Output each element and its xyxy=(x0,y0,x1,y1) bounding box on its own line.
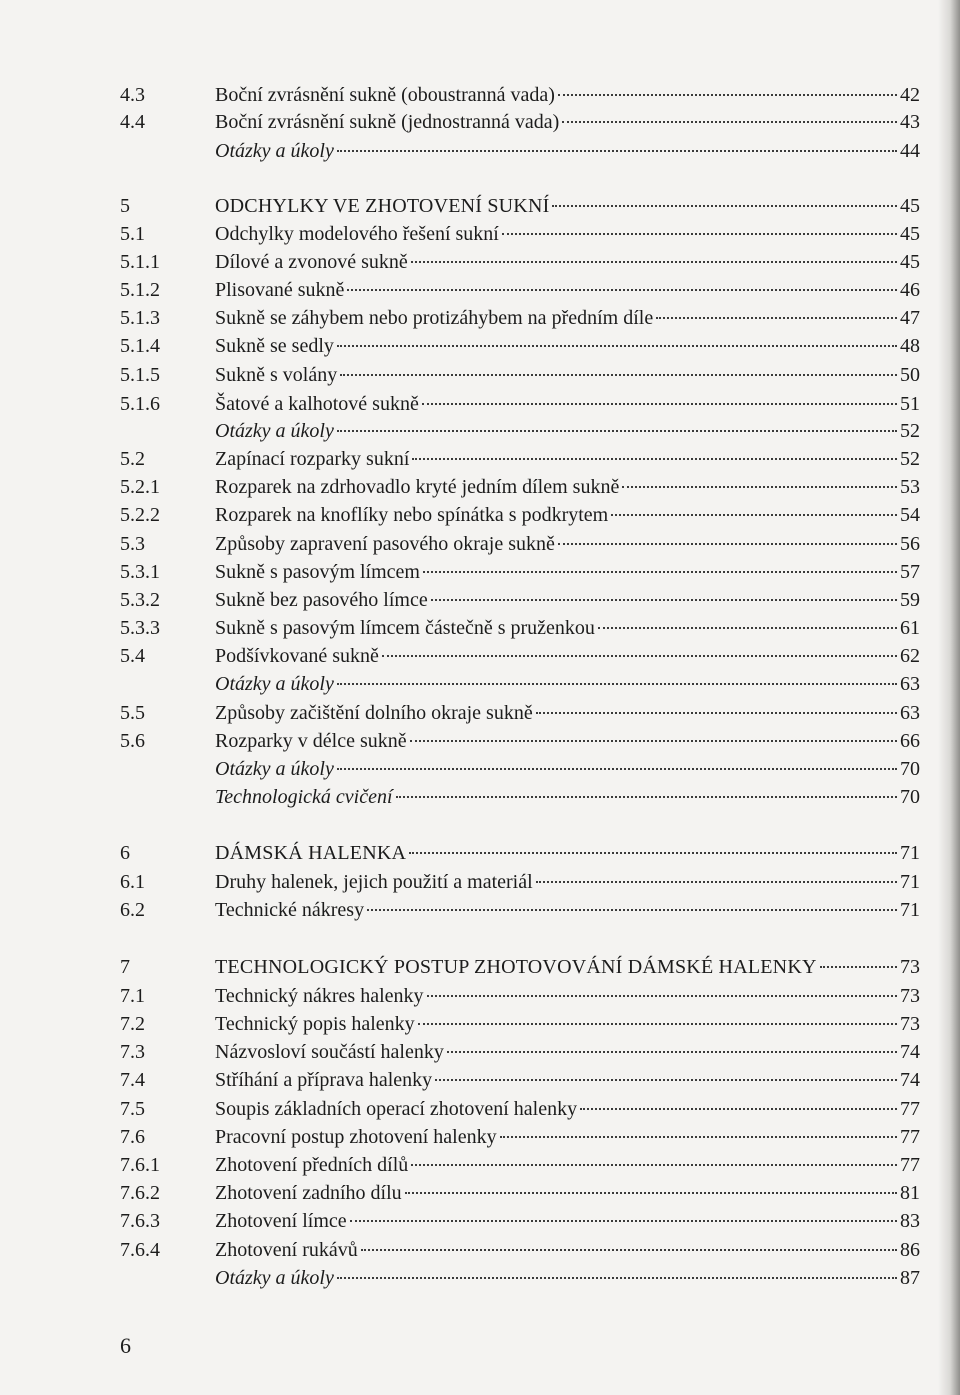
entry-page-number: 52 xyxy=(900,448,920,470)
entry-page-number: 51 xyxy=(900,393,920,415)
toc-entry xyxy=(0,220,960,248)
toc-entry xyxy=(0,1264,960,1292)
entry-line xyxy=(215,473,920,501)
entry-title: Rozparky v délce sukně xyxy=(215,730,407,752)
dot-leader xyxy=(558,543,897,545)
entry-page-number: 73 xyxy=(900,985,920,1007)
entry-title: Zhotovení předních dílů xyxy=(215,1154,409,1176)
toc-entry xyxy=(0,670,960,698)
section-number: 7.6.2 xyxy=(120,1182,160,1204)
toc-entry xyxy=(0,868,960,896)
dot-leader xyxy=(412,458,897,460)
dot-leader xyxy=(622,486,897,488)
section-number: 7 xyxy=(120,956,130,978)
section-number: 7.4 xyxy=(120,1069,145,1091)
dot-leader xyxy=(411,1164,897,1166)
toc-entry xyxy=(0,1010,960,1038)
entry-page-number: 43 xyxy=(900,111,920,133)
section-number: 5.1.6 xyxy=(120,393,160,415)
entry-line xyxy=(215,417,920,445)
entry-page-number: 45 xyxy=(900,223,920,245)
section-number: 5.1.3 xyxy=(120,307,160,329)
toc-entry xyxy=(0,1095,960,1123)
toc-entry xyxy=(0,304,960,332)
section-number: 5.1.2 xyxy=(120,279,160,301)
dot-leader xyxy=(337,430,897,432)
entry-title: Technické nákresy xyxy=(215,899,365,921)
dot-leader xyxy=(427,995,897,997)
entry-page-number: 73 xyxy=(900,956,920,978)
toc-entry xyxy=(0,642,960,670)
dot-leader xyxy=(580,1108,897,1110)
toc-entry xyxy=(0,953,960,981)
entry-line xyxy=(215,81,920,109)
section-number: 5.3.1 xyxy=(120,561,160,583)
section-number: 5.3.3 xyxy=(120,617,160,639)
entry-title: Otázky a úkoly xyxy=(215,673,334,695)
entry-title: ODCHYLKY VE ZHOTOVENÍ SUKNÍ xyxy=(215,195,550,217)
dot-leader xyxy=(405,1192,897,1194)
dot-leader xyxy=(562,121,897,123)
entry-title: DÁMSKÁ HALENKA xyxy=(215,842,407,864)
entry-title: Technický nákres halenky xyxy=(215,985,424,1007)
dot-leader xyxy=(422,403,897,405)
section-number: 6 xyxy=(120,842,130,864)
entry-line xyxy=(215,501,920,529)
entry-title: Dílové a zvonové sukně xyxy=(215,251,408,273)
dot-leader xyxy=(536,881,897,883)
entry-title: Zhotovení rukávů xyxy=(215,1239,358,1261)
entry-line xyxy=(215,896,920,924)
dot-leader xyxy=(558,94,897,96)
entry-page-number: 73 xyxy=(900,1013,920,1035)
dot-leader xyxy=(418,1023,897,1025)
entry-page-number: 66 xyxy=(900,730,920,752)
toc-entry xyxy=(0,755,960,783)
entry-title: Zhotovení límce xyxy=(215,1210,347,1232)
entry-line xyxy=(215,1179,920,1207)
toc-entry xyxy=(0,839,960,867)
entry-line xyxy=(215,868,920,896)
entry-title: Způsoby zapravení pasového okraje sukně xyxy=(215,533,555,555)
entry-line xyxy=(215,304,920,332)
entry-line xyxy=(215,1038,920,1066)
section-number: 7.1 xyxy=(120,985,145,1007)
section-number: 7.2 xyxy=(120,1013,145,1035)
dot-leader xyxy=(411,261,897,263)
entry-page-number: 81 xyxy=(900,1182,920,1204)
dot-leader xyxy=(396,796,897,798)
entry-line xyxy=(215,1151,920,1179)
section-number: 5.1 xyxy=(120,223,145,245)
dot-leader xyxy=(337,683,897,685)
entry-title: Sukně s pasovým límcem částečně s pruženkou xyxy=(215,617,595,639)
entry-page-number: 52 xyxy=(900,420,920,442)
section-number: 7.6.4 xyxy=(120,1239,160,1261)
entry-page-number: 57 xyxy=(900,561,920,583)
entry-page-number: 42 xyxy=(900,84,920,106)
toc-entry xyxy=(0,473,960,501)
entry-title: Odchylky modelového řešení sukní xyxy=(215,223,499,245)
entry-line xyxy=(215,755,920,783)
entry-title: Zapínací rozparky sukní xyxy=(215,448,410,470)
entry-line xyxy=(215,1066,920,1094)
entry-page-number: 59 xyxy=(900,589,920,611)
entry-title: Sukně se záhybem nebo protizáhybem na předním díle xyxy=(215,307,654,329)
entry-line xyxy=(215,1095,920,1123)
page-number: 6 xyxy=(120,1333,131,1358)
section-number: 5.3 xyxy=(120,533,145,555)
entry-line xyxy=(215,332,920,360)
dot-leader xyxy=(536,712,897,714)
dot-leader xyxy=(410,740,897,742)
entry-page-number: 83 xyxy=(900,1210,920,1232)
toc-entry xyxy=(0,896,960,924)
toc-entry xyxy=(0,558,960,586)
entry-line xyxy=(215,586,920,614)
entry-title: Podšívkované sukně xyxy=(215,645,379,667)
toc-entry xyxy=(0,614,960,642)
entry-title: Technologická cvičení xyxy=(215,786,393,808)
toc-entry xyxy=(0,1151,960,1179)
entry-line xyxy=(215,783,920,811)
toc-entry xyxy=(0,248,960,276)
section-number: 5.2.2 xyxy=(120,504,160,526)
entry-page-number: 50 xyxy=(900,364,920,386)
dot-leader xyxy=(337,768,897,770)
section-number: 5.2 xyxy=(120,448,145,470)
toc-entry xyxy=(0,1179,960,1207)
toc-entry xyxy=(0,332,960,360)
dot-leader xyxy=(340,374,897,376)
entry-page-number: 70 xyxy=(900,786,920,808)
dot-leader xyxy=(820,966,897,968)
entry-title: Názvosloví součástí halenky xyxy=(215,1041,444,1063)
dot-leader xyxy=(611,514,897,516)
entry-page-number: 71 xyxy=(900,871,920,893)
section-number: 7.6.3 xyxy=(120,1210,160,1232)
entry-title: Zhotovení zadního dílu xyxy=(215,1182,402,1204)
entry-title: Sukně bez pasového límce xyxy=(215,589,428,611)
entry-page-number: 74 xyxy=(900,1069,920,1091)
toc-entry xyxy=(0,192,960,220)
entry-line xyxy=(215,276,920,304)
entry-page-number: 87 xyxy=(900,1267,920,1289)
section-number: 5.2.1 xyxy=(120,476,160,498)
entry-title: Druhy halenek, jejich použití a materiál xyxy=(215,871,533,893)
entry-line xyxy=(215,982,920,1010)
entry-line xyxy=(215,390,920,418)
toc-entry xyxy=(0,390,960,418)
toc-entry xyxy=(0,1236,960,1264)
section-number: 4.3 xyxy=(120,84,145,106)
section-number: 5.4 xyxy=(120,645,145,667)
entry-page-number: 61 xyxy=(900,617,920,639)
dot-leader xyxy=(656,317,897,319)
toc-entry xyxy=(0,417,960,445)
dot-leader xyxy=(500,1136,897,1138)
dot-leader xyxy=(552,205,897,207)
toc-entry xyxy=(0,137,960,165)
entry-title: Sukně se sedly xyxy=(215,335,334,357)
entry-line xyxy=(215,192,920,220)
entry-page-number: 63 xyxy=(900,673,920,695)
entry-title: Otázky a úkoly xyxy=(215,420,334,442)
dot-leader xyxy=(598,627,897,629)
entry-page-number: 71 xyxy=(900,899,920,921)
entry-line xyxy=(215,530,920,558)
entry-line xyxy=(215,558,920,586)
toc-entry xyxy=(0,81,960,109)
entry-page-number: 44 xyxy=(900,140,920,162)
dot-leader xyxy=(431,599,897,601)
entry-page-number: 46 xyxy=(900,279,920,301)
entry-page-number: 45 xyxy=(900,195,920,217)
dot-leader xyxy=(337,345,897,347)
entry-line xyxy=(215,248,920,276)
entry-title: Rozparek na zdrhovadlo kryté jedním dílem sukně xyxy=(215,476,620,498)
toc-entry xyxy=(0,727,960,755)
toc-entry xyxy=(0,1066,960,1094)
entry-line xyxy=(215,361,920,389)
dot-leader xyxy=(350,1220,897,1222)
entry-page-number: 47 xyxy=(900,307,920,329)
entry-title: Boční zvrásnění sukně (oboustranná vada) xyxy=(215,84,555,106)
entry-title: Otázky a úkoly xyxy=(215,140,334,162)
entry-title: Rozparek na knoflíky nebo spínátka s podkrytem xyxy=(215,504,609,526)
section-number: 5.1.5 xyxy=(120,364,160,386)
section-number: 5.1.1 xyxy=(120,251,160,273)
entry-title: TECHNOLOGICKÝ POSTUP ZHOTOVOVÁNÍ DÁMSKÉ HALENKY xyxy=(215,956,817,978)
entry-title: Otázky a úkoly xyxy=(215,1267,334,1289)
entry-title: Pracovní postup zhotovení halenky xyxy=(215,1126,497,1148)
dot-leader xyxy=(502,233,897,235)
section-number: 5 xyxy=(120,195,130,217)
dot-leader xyxy=(447,1051,897,1053)
section-number: 5.3.2 xyxy=(120,589,160,611)
toc-entry xyxy=(0,1038,960,1066)
entry-title: Sukně s pasovým límcem xyxy=(215,561,420,583)
dot-leader xyxy=(409,852,897,854)
section-number: 6.2 xyxy=(120,899,145,921)
entry-line xyxy=(215,1264,920,1292)
entry-page-number: 63 xyxy=(900,702,920,724)
dot-leader xyxy=(361,1249,897,1251)
dot-leader xyxy=(337,1277,897,1279)
entry-line xyxy=(215,1236,920,1264)
toc-entry xyxy=(0,530,960,558)
section-number: 4.4 xyxy=(120,111,145,133)
entry-page-number: 56 xyxy=(900,533,920,555)
dot-leader xyxy=(367,909,897,911)
toc-entry xyxy=(0,586,960,614)
entry-page-number: 54 xyxy=(900,504,920,526)
entry-title: Plisované sukně xyxy=(215,279,345,301)
entry-line xyxy=(215,670,920,698)
entry-page-number: 77 xyxy=(900,1154,920,1176)
entry-line xyxy=(215,727,920,755)
entry-page-number: 45 xyxy=(900,251,920,273)
entry-title: Stříhání a příprava halenky xyxy=(215,1069,433,1091)
section-number: 5.5 xyxy=(120,702,145,724)
entry-line xyxy=(215,839,920,867)
section-number: 6.1 xyxy=(120,871,145,893)
entry-title: Technický popis halenky xyxy=(215,1013,415,1035)
toc-entry xyxy=(0,501,960,529)
toc-entry xyxy=(0,982,960,1010)
entry-title: Otázky a úkoly xyxy=(215,758,334,780)
entry-page-number: 70 xyxy=(900,758,920,780)
entry-page-number: 53 xyxy=(900,476,920,498)
entry-page-number: 77 xyxy=(900,1098,920,1120)
dot-leader xyxy=(423,571,897,573)
toc-entry xyxy=(0,1207,960,1235)
entry-line xyxy=(215,699,920,727)
section-number: 5.6 xyxy=(120,730,145,752)
entry-page-number: 74 xyxy=(900,1041,920,1063)
entry-page-number: 77 xyxy=(900,1126,920,1148)
entry-page-number: 48 xyxy=(900,335,920,357)
toc-entry xyxy=(0,276,960,304)
entry-line xyxy=(215,1010,920,1038)
toc-entry xyxy=(0,361,960,389)
entry-title: Šatové a kalhotové sukně xyxy=(215,393,419,415)
section-number: 7.6 xyxy=(120,1126,145,1148)
section-number: 5.1.4 xyxy=(120,335,160,357)
entry-line xyxy=(215,953,920,981)
toc-entry xyxy=(0,783,960,811)
entry-line xyxy=(215,220,920,248)
dot-leader xyxy=(382,655,897,657)
toc-entry xyxy=(0,1123,960,1151)
section-number: 7.6.1 xyxy=(120,1154,160,1176)
entry-line xyxy=(215,137,920,165)
entry-page-number: 86 xyxy=(900,1239,920,1261)
entry-line xyxy=(215,614,920,642)
section-number: 7.5 xyxy=(120,1098,145,1120)
entry-line xyxy=(215,642,920,670)
entry-line xyxy=(215,445,920,473)
toc-entry xyxy=(0,699,960,727)
entry-title: Soupis základních operací zhotovení halenky xyxy=(215,1098,578,1120)
dot-leader xyxy=(435,1079,897,1081)
dot-leader xyxy=(347,289,897,291)
entry-title: Způsoby začištění dolního okraje sukně xyxy=(215,702,533,724)
entry-line xyxy=(215,1207,920,1235)
toc-entry xyxy=(0,445,960,473)
dot-leader xyxy=(337,150,897,152)
entry-line xyxy=(215,108,920,136)
entry-title: Sukně s volány xyxy=(215,364,338,386)
entry-title: Boční zvrásnění sukně (jednostranná vada) xyxy=(215,111,560,133)
entry-page-number: 71 xyxy=(900,842,920,864)
toc-entry xyxy=(0,108,960,136)
entry-page-number: 62 xyxy=(900,645,920,667)
entry-line xyxy=(215,1123,920,1151)
section-number: 7.3 xyxy=(120,1041,145,1063)
